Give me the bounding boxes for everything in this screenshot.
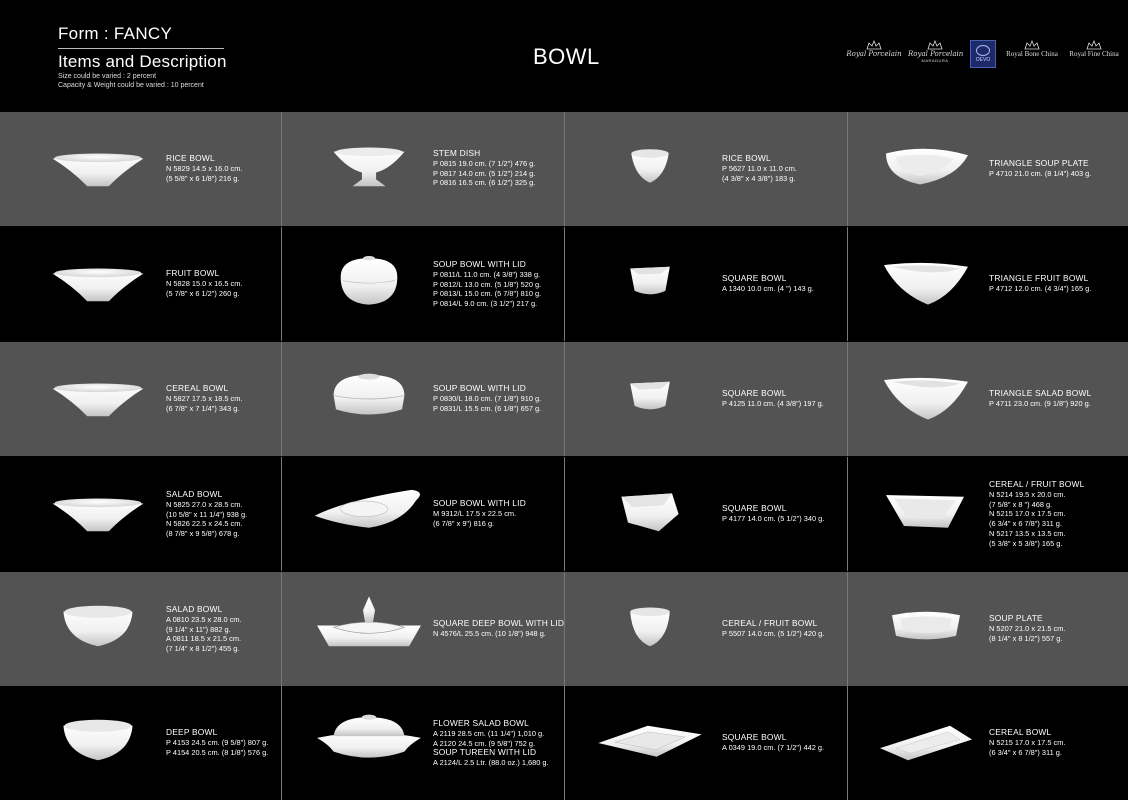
brand-logo-royal-porcelain-maradura [908, 40, 962, 70]
product-spec-line: (9 1/4" x 11") 882 g. [166, 624, 231, 634]
product-title: SQUARE BOWL [722, 388, 787, 398]
product-title: SALAD BOWL [166, 489, 223, 499]
product-row [0, 572, 1128, 686]
column-divider [564, 227, 565, 341]
product-spec-line: (7 5/8" x 8 ") 468 g. [989, 499, 1053, 509]
triangle-plate-illustration [876, 126, 976, 217]
product-title: CEREAL BOWL [989, 727, 1052, 737]
bowl-deep-illustration [595, 126, 705, 217]
column-divider [847, 342, 848, 456]
square-small-illustration [595, 356, 705, 447]
product-title: SOUP BOWL WITH LID [433, 383, 526, 393]
bowl-wide-illustration [44, 241, 152, 332]
product-description [166, 728, 268, 757]
square-flat-illustration [876, 471, 976, 562]
product-spec-line: N 5828 15.0 x 16.5 cm. [166, 278, 243, 288]
brand-name: Royal Bone China [1006, 50, 1058, 58]
product-spec-line: N 5826 22.5 x 24.5 cm. [166, 519, 243, 529]
form-title: Form : FANCY [58, 24, 173, 43]
product-spec-line: A 1340 10.0 cm. (4 ") 143 g. [722, 283, 814, 293]
bowl-wide-illustration [44, 471, 152, 562]
product-spec-line: (8 7/8" x 9 5/8") 678 g. [166, 529, 240, 539]
product-spec-line: P 0813/L 15.0 cm. (5 7/8") 810 g. [433, 289, 542, 299]
product-spec-line: N 5829 14.5 x 16.0 cm. [166, 163, 243, 173]
product-description [989, 389, 1091, 409]
triangle-bowl-illustration [876, 356, 976, 447]
product-title: SQUARE BOWL [722, 503, 787, 513]
product-spec-line: A 0349 19.0 cm. (7 1/2") 442 g. [722, 742, 825, 752]
product-spec-line: P 5507 14.0 cm. (5 1/2") 420 g. [722, 628, 825, 638]
product-spec-line: (7 1/4" x 8 1/2") 455 g. [166, 644, 240, 654]
product-row [0, 457, 1128, 571]
column-divider [281, 686, 282, 800]
product-row [0, 227, 1128, 341]
product-spec-line: P 4712 12.0 cm. (4 3/4") 165 g. [989, 283, 1092, 293]
cereal-flat-illustration [876, 700, 976, 791]
product-description [433, 619, 564, 639]
product-description [433, 149, 535, 188]
column-divider [564, 572, 565, 686]
product-title: STEM DISH [433, 148, 481, 158]
product-description [989, 274, 1091, 294]
header-divider [58, 48, 224, 49]
product-spec-line: P 0830/L 18.0 cm. (7 1/8") 910 g. [433, 393, 542, 403]
brand-logo-oevo [970, 40, 996, 68]
product-spec-line: N 5215 17.0 x 17.5 cm. [989, 509, 1066, 519]
product-spec-line: (5 3/8" x 5 3/8") 165 g. [989, 538, 1063, 548]
product-spec-line: A 2119 28.5 cm. (11 1/4") 1,010 g. [433, 728, 545, 738]
square-bowl-illustration [595, 471, 705, 562]
product-spec-line: P 4710 21.0 cm. (8 1/4") 403 g. [989, 168, 1092, 178]
product-spec-line: P 0812/L 13.0 cm. (5 1/8") 520 g. [433, 279, 542, 289]
cup-bowl-illustration [595, 586, 705, 677]
product-spec-line: (6 7/8" x 9") 816 g. [433, 518, 495, 528]
lid-bowl-low-illustration [310, 356, 428, 447]
product-title: CEREAL BOWL [166, 383, 229, 393]
product-spec-line: M 9312/L 17.5 x 22.5 cm. [433, 508, 517, 518]
brand-sub: MARADURA [921, 58, 949, 63]
product-spec-line: P 4711 23.0 cm. (9 1/8") 920 g. [989, 398, 1091, 408]
product-title: TRIANGLE SOUP PLATE [989, 158, 1089, 168]
oevo-emblem-icon [976, 45, 990, 56]
product-spec-line: (6 3/4" x 6 7/8") 311 g. [989, 747, 1062, 757]
product-description [166, 154, 242, 183]
product-spec-line: (6 7/8" x 7 1/4") 343 g. [166, 403, 240, 413]
bowl-wide-illustration [44, 126, 152, 217]
product-spec-line: (10 5/8" x 11 1/4") 938 g. [166, 509, 248, 519]
lid-bowl-tall-illustration [310, 241, 428, 332]
product-title: CEREAL / FRUIT BOWL [722, 618, 818, 628]
product-title: FRUIT BOWL [166, 268, 220, 278]
column-divider [281, 227, 282, 341]
product-title: SOUP BOWL WITH LID [433, 498, 526, 508]
product-spec-line: A 0810 23.5 x 28.0 cm. [166, 614, 242, 624]
product-description [722, 389, 824, 409]
product-title: DEEP BOWL [166, 727, 218, 737]
crown-icon [1023, 40, 1041, 50]
product-spec-line: P 0816 16.5 cm. (6 1/2") 325 g. [433, 178, 536, 188]
column-divider [281, 112, 282, 226]
brand-logo-royal-fine-china [1066, 40, 1122, 70]
product-spec-line: P 0815 19.0 cm. (7 1/2") 476 g. [433, 158, 536, 168]
product-spec-line: P 0814/L 9.0 cm. (3 1/2") 217 g. [433, 299, 538, 309]
product-description [989, 480, 1084, 549]
product-title: RICE BOWL [722, 153, 771, 163]
product-description [433, 499, 526, 528]
product-title: TRIANGLE FRUIT BOWL [989, 273, 1089, 283]
product-description [433, 260, 541, 309]
column-divider [847, 457, 848, 571]
product-title: SQUARE BOWL [722, 732, 787, 742]
product-spec-line: A 0811 18.5 x 21.5 cm. [166, 634, 242, 644]
product-description [722, 504, 824, 524]
column-divider [281, 457, 282, 571]
column-divider [847, 112, 848, 226]
product-title: RICE BOWL [166, 153, 215, 163]
brand-name: Royal Porcelain [846, 50, 902, 58]
brand-name: OEVO [975, 57, 991, 63]
product-spec-line: N 5215 17.0 x 17.5 cm. [989, 737, 1066, 747]
product-spec-line: N 5825 27.0 x 28.5 cm. [166, 499, 243, 509]
product-title: SQUARE BOWL [722, 273, 787, 283]
column-divider [564, 686, 565, 800]
product-row [0, 342, 1128, 456]
crown-icon [926, 40, 944, 50]
product-spec-line: N 5827 17.5 x 18.5 cm. [166, 393, 243, 403]
product-spec-line: P 4177 14.0 cm. (5 1/2") 340 g. [722, 513, 825, 523]
product-spec-line: (5 5/8" x 6 1/8") 216 g. [166, 173, 240, 183]
brand-logo-royal-bone-china [1004, 40, 1060, 70]
product-description [722, 154, 797, 183]
product-spec-line: N 5217 13.5 x 13.5 cm. [989, 528, 1066, 538]
product-description [166, 605, 242, 654]
product-description [989, 614, 1065, 643]
soup-plate-illustration [876, 586, 976, 677]
catalog-header [0, 0, 1128, 112]
product-spec-line: P 0831/L 15.5 cm. (6 1/8") 657 g. [433, 403, 542, 413]
column-divider [564, 342, 565, 456]
page-title: BOWL [533, 44, 600, 69]
items-title: Items and Description [58, 52, 227, 71]
column-divider [847, 686, 848, 800]
product-spec-line: N 5207 21.0 x 21.5 cm. [989, 623, 1066, 633]
product-spec-line: (6 3/4" x 6 7/8") 311 g. [989, 519, 1062, 529]
product-spec-line: A 2120 24.5 cm. (9 5/8") 752 g. [433, 738, 536, 748]
product-spec-line: P 5627 11.0 x 11.0 cm. [722, 163, 797, 173]
brand-name: Royal Fine China [1069, 50, 1119, 58]
product-description [166, 384, 242, 413]
stem-dish-illustration [310, 126, 428, 217]
product-title: SOUP PLATE [989, 613, 1043, 623]
product-description [722, 274, 814, 294]
column-divider [564, 112, 565, 226]
product-spec-line: N 4576/L 25.5 cm. (10 1/8") 948 g. [433, 628, 546, 638]
lid-wing-illustration [310, 471, 428, 562]
product-description [989, 159, 1091, 179]
column-divider [281, 572, 282, 686]
product-title: SOUP BOWL WITH LID [433, 259, 526, 269]
crown-icon [1085, 40, 1103, 50]
brand-name: Royal Porcelain [908, 50, 964, 58]
product-spec-line: P 4154 20.5 cm. (8 1/8") 576 g. [166, 747, 269, 757]
product-row [0, 686, 1128, 800]
product-description [166, 490, 247, 539]
tureen-illustration [310, 700, 428, 791]
product-spec-line: P 0811/L 11.0 cm. (4 3/8") 338 g. [433, 269, 541, 279]
bowl-wide-illustration [44, 356, 152, 447]
product-spec-line: P 4153 24.5 cm. (9 5/8") 807 g. [166, 737, 269, 747]
brand-logo-royal-porcelain [846, 40, 902, 70]
product-description [722, 733, 824, 753]
product-title: SALAD BOWL [166, 604, 223, 614]
product-description [722, 619, 824, 639]
column-divider [281, 342, 282, 456]
square-deep-lid-illustration [310, 586, 428, 677]
product-description [433, 719, 549, 768]
product-description [166, 269, 242, 298]
product-spec-line: P 4125 11.0 cm. (4 3/8") 197 g. [722, 398, 824, 408]
product-title: TRIANGLE SALAD BOWL [989, 388, 1092, 398]
product-description [433, 384, 541, 413]
crown-icon [865, 40, 883, 50]
column-divider [564, 457, 565, 571]
product-spec-line: P 0817 14.0 cm. (5 1/2") 214 g. [433, 168, 536, 178]
capacity-note: Capacity & Weight could be varied : 10 percent [58, 82, 204, 89]
square-small-illustration [595, 241, 705, 332]
column-divider [847, 227, 848, 341]
product-spec-line: (4 3/8" x 4 3/8") 183 g. [722, 173, 796, 183]
product-title: SQUARE DEEP BOWL WITH LID [433, 618, 565, 628]
bowl-round-illustration [44, 700, 152, 791]
product-title: CEREAL / FRUIT BOWL [989, 479, 1085, 489]
product-spec-line: (8 1/4" x 8 1/2") 557 g. [989, 633, 1063, 643]
triangle-bowl-illustration [876, 241, 976, 332]
product-title: SOUP TUREEN WITH LID [433, 747, 537, 758]
product-spec-line: N 5214 19.5 x 20.0 cm. [989, 489, 1066, 499]
square-wide-illustration [595, 700, 705, 791]
product-row [0, 112, 1128, 226]
product-spec-line: (5 7/8" x 6 1/2") 260 g. [166, 288, 240, 298]
product-description [989, 728, 1065, 757]
bowl-round-illustration [44, 586, 152, 677]
brand-logos [846, 40, 1122, 70]
column-divider [847, 572, 848, 686]
product-spec-line: A 2124/L 2.5 Ltr. (88.0 oz.) 1,680 g. [433, 758, 549, 768]
size-note: Size could be varied : 2 percent [58, 73, 157, 80]
product-title: FLOWER SALAD BOWL [433, 718, 530, 728]
